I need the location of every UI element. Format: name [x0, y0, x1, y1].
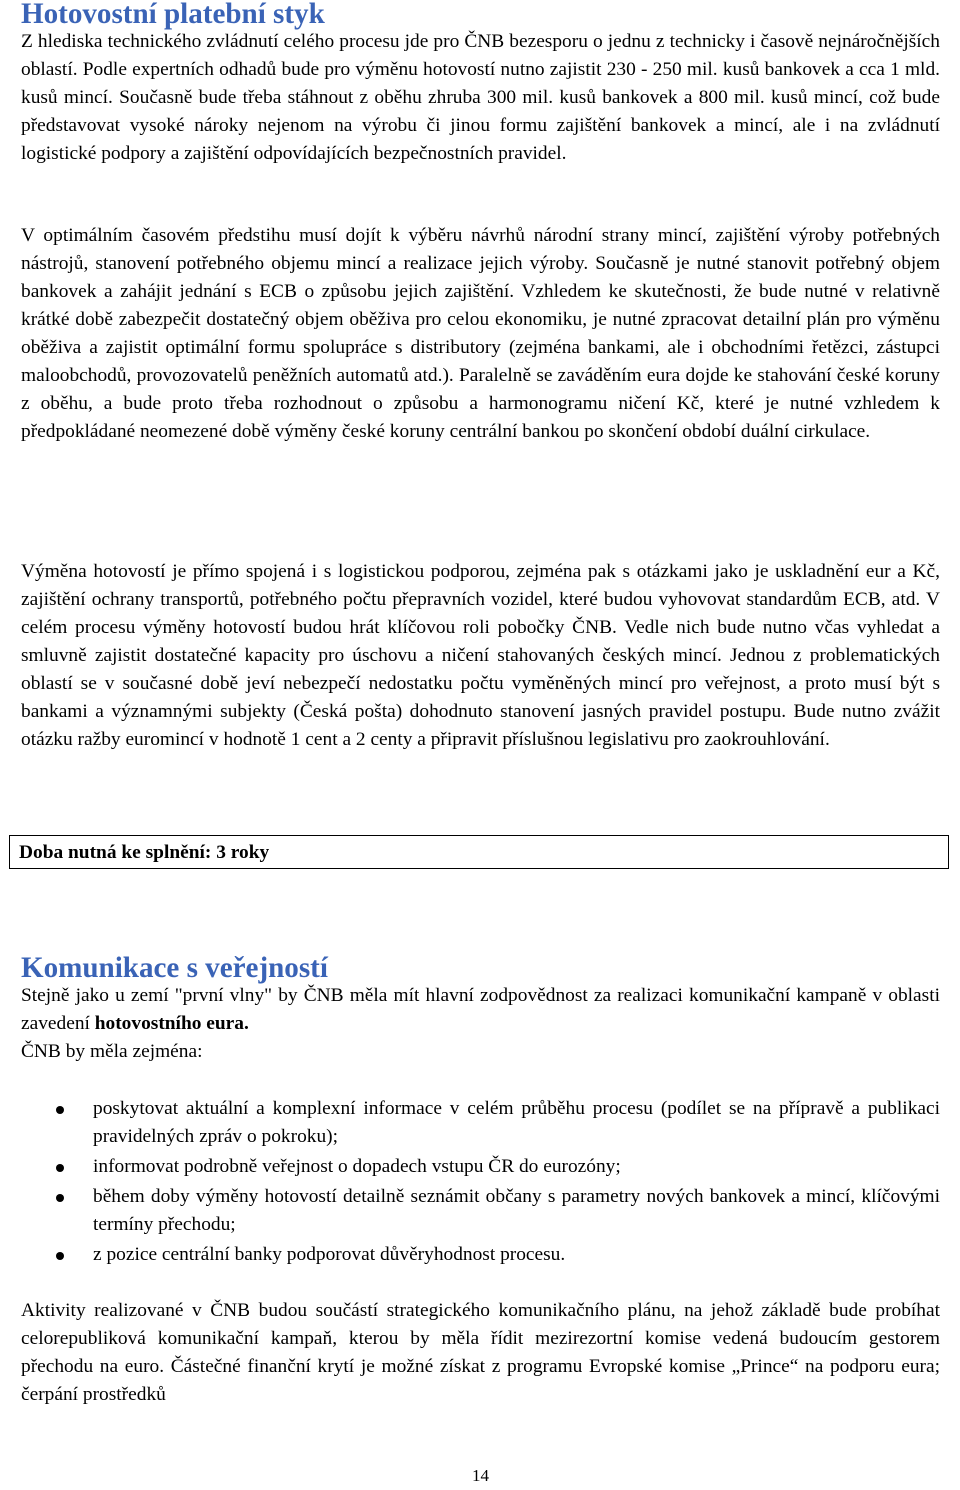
- section-heading-cash: Hotovostní platební styk: [21, 0, 325, 30]
- paragraph-cash-logistics: Výměna hotovostí je přímo spojená i s logistickou podporou, zejména pak s otázkami jako je uskladnění eur a Kč, zajištění ochrany transportů, potřebného počtu přepravních vozidel, které budou vyhovovat standardům ECB, atd. V celém procesu výměny hotovostí budou hrát klíčovou roli pobočky ČNB. Vedle nich bude nutno včas vyhledat a smluvně zajistit dostatečné kapacity pro úschovu a ničení stahovaných českých mincí. Jednou z problematických oblastí se v současné době jeví nebezpečí nedostatku počtu vyměněných mincí pro veřejnost, a proto musí být s bankami a významnými subjekty (Česká pošta) dohodnuto stanovení jasných pravidel postupu. Bude nutno zvážit otázku ražby euromincí v hodnotě 1 cent a 2 centy a připravit příslušnou legislativu pro zaokrouhlování.: [21, 561, 940, 750]
- bullet-icon: [56, 1252, 64, 1260]
- list-item-text: informovat podrobně veřejnost o dopadech vstupu ČR do eurozóny;: [93, 1156, 621, 1177]
- list-item-text: během doby výměny hotovostí detailně seznámit občany s parametry nových bankovek a mincí, klíčovými termíny přechodu;: [93, 1186, 940, 1235]
- list-item-text: z pozice centrální banky podporovat důvěryhodnost procesu.: [93, 1244, 566, 1265]
- list-item: [21, 1095, 940, 1151]
- page-number: 14: [472, 1466, 489, 1485]
- section-heading-communication: Komunikace s veřejností: [21, 952, 328, 984]
- list-item: [21, 1183, 940, 1239]
- paragraph-communication-intro: [21, 982, 940, 1038]
- list-item: [21, 1153, 940, 1181]
- bullet-icon: [56, 1194, 64, 1202]
- paragraph-cash-intro: Z hlediska technického zvládnutí celého procesu jde pro ČNB bezesporu o jednu z technicky i časově nejnáročnějších oblastí. Podle expertních odhadů bude pro výměnu hotovostí nutno zajistit 230 - 250 mil. kusů bankovek a cca 1 mld. kusů mincí. Současně bude třeba stáhnout z oběhu zhruba 300 mil. kusů bankovek a 800 mil. kusů mincí, což bude představovat vysoké nároky nejenom na výrobu či jinou formu zajištění bankovek a mincí, ale i na zvládnutí logistické podpory a zajištění odpovídajících bezpečnostních pravidel.: [21, 31, 940, 164]
- intro-text: Stejně jako u zemí "první vlny" by ČNB měla mít hlavní zodpovědnost za realizaci komunikační kampaně v oblasti zavedení: [21, 985, 940, 1034]
- bullet-icon: [56, 1106, 64, 1114]
- paragraph-activities: Aktivity realizované v ČNB budou součástí strategického komunikačního plánu, na jehož základě bude probíhat celorepubliková komunikační kampaň, kterou by měla řídit mezirezortní komise vedená budoucím gestorem přechodu na euro. Částečné finanční krytí je možné získat z programu Evropské komise „Prince“ na podporu eura; čerpání prostředků: [21, 1300, 940, 1405]
- list-item-text: poskytovat aktuální a komplexní informace v celém průběhu procesu (podílet se na přípravě a publikaci pravidelných zpráv o pokroku);: [93, 1098, 940, 1147]
- paragraph-cnb-should: ČNB by měla zejména:: [21, 1041, 203, 1062]
- list-item: [21, 1241, 940, 1269]
- paragraph-cash-preparation: V optimálním časovém předstihu musí dojít k výběru návrhů národní strany mincí, zajištění výroby potřebných nástrojů, stanovení potřebného objemu mincí a realizace jejich výroby. Současně je nutné stanovit potřebný objem bankovek a zahájit jednání s ECB o způsobu jejich zajištění. Vzhledem ke skutečnosti, že bude nutné v relativně krátké době zabezpečit dostatečný objem oběživa pro celou ekonomiku, je nutné zpracovat detailní plán pro výměnu oběživa a zajistit optimální formu spolupráce s distributory (zejména bankami, ale i obchodními řetězci, zástupci maloobchodů, provozovatelů peněžních automatů atd.). Paralelně se zaváděním eura dojde ke stahování české koruny z oběhu, a bude proto třeba rozhodnout o způsobu a harmonogramu ničení Kč, které je nutné vzhledem k předpokládané neomezené době výměny české koruny centrální bankou po skončení období duální cirkulace.: [21, 225, 940, 442]
- deadline-box: Doba nutná ke splnění: 3 roky: [9, 835, 949, 869]
- bullet-icon: [56, 1164, 64, 1172]
- bullet-list: [21, 1095, 940, 1271]
- intro-bold-text: hotovostního eura.: [94, 1013, 249, 1034]
